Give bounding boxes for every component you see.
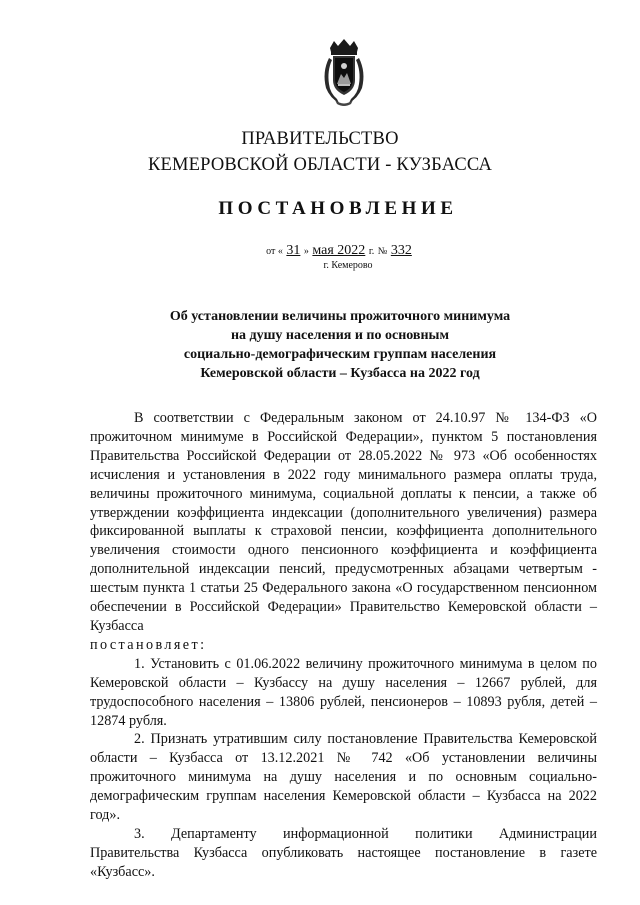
document-city: г. Кемерово — [323, 260, 373, 271]
resolves-word: постановляет: — [90, 636, 207, 653]
date-day: 31 — [286, 243, 301, 258]
clause-1: 1. Установить с 01.06.2022 величину прожиточного минимума в целом по Кемеровской области – Кузбассу на душу населения – 12667 рублей, для трудоспособного населения – 13806 рублей, пенсионеров – 10893 рубля, детей – 12874 рубля. — [90, 655, 597, 729]
document-body — [90, 409, 597, 882]
document-number: 332 — [390, 243, 412, 258]
title-line: Об установлении величины прожиточного минимума — [169, 309, 511, 324]
date-prefix: от « — [266, 246, 283, 257]
document-date-number — [0, 243, 640, 259]
clause-3: 3. Департаменту информационной политики Администрации Правительства Кузбасса опубликовать настоящее постановление в газете «Кузбасс». — [90, 825, 597, 880]
title-line: на душу населения и по основным — [230, 328, 450, 343]
title-line: социально-демографическим группам населения — [183, 347, 497, 362]
resolution-title — [0, 307, 640, 383]
government-name-line2: КЕМЕРОВСКОЙ ОБЛАСТИ - КУЗБАССА — [147, 155, 493, 175]
date-month-year: мая 2022 — [312, 243, 366, 258]
kemerovo-coat-of-arms-icon — [321, 38, 367, 108]
title-line: Кемеровской области – Кузбасса на 2022 год — [200, 366, 480, 381]
clause-2: 2. Признать утратившим силу постановление Правительства Кемеровской области – Кузбасса от 13.12.2021 № 742 «Об установлении величины прожиточного минимума на душу населения и по основным социально-демографическим группам населения Кемеровской области – Кузбасса на 2022 год». — [90, 731, 597, 824]
number-prefix: № — [377, 246, 388, 257]
date-day-close: » — [303, 246, 309, 257]
date-year-suffix: г. — [368, 246, 375, 257]
preamble-paragraph: В соответствии с Федеральным законом от 24.10.97 № 134-ФЗ «О прожиточном минимуме в Российской Федерации», пунктом 5 постановления Правительства Российской Федерации от 28.05.2022 № 973 «Об особенностях исчисления и установления в 2022 году минимального размера оплаты труда, величины прожиточного минимума, социальной доплаты к пенсии, а также об утверждении коэффициента индексации (дополнительного увеличения) размера фиксированной выплаты к страховой пенсии, коэффициента дополнительного увеличения стоимости одного пенсионного коэффициента и коэффициента дополнительной индексации пенсий, предусмотренных абзацами четвертым - шестым пункта 1 статьи 25 Федерального закона «О государственном пенсионном обеспечении в Российской Федерации» Правительство Кемеровской области – Кузбасса — [90, 410, 597, 634]
government-name-line1: ПРАВИТЕЛЬСТВО — [241, 129, 399, 149]
document-type-title: ПОСТАНОВЛЕНИЕ — [218, 198, 458, 219]
